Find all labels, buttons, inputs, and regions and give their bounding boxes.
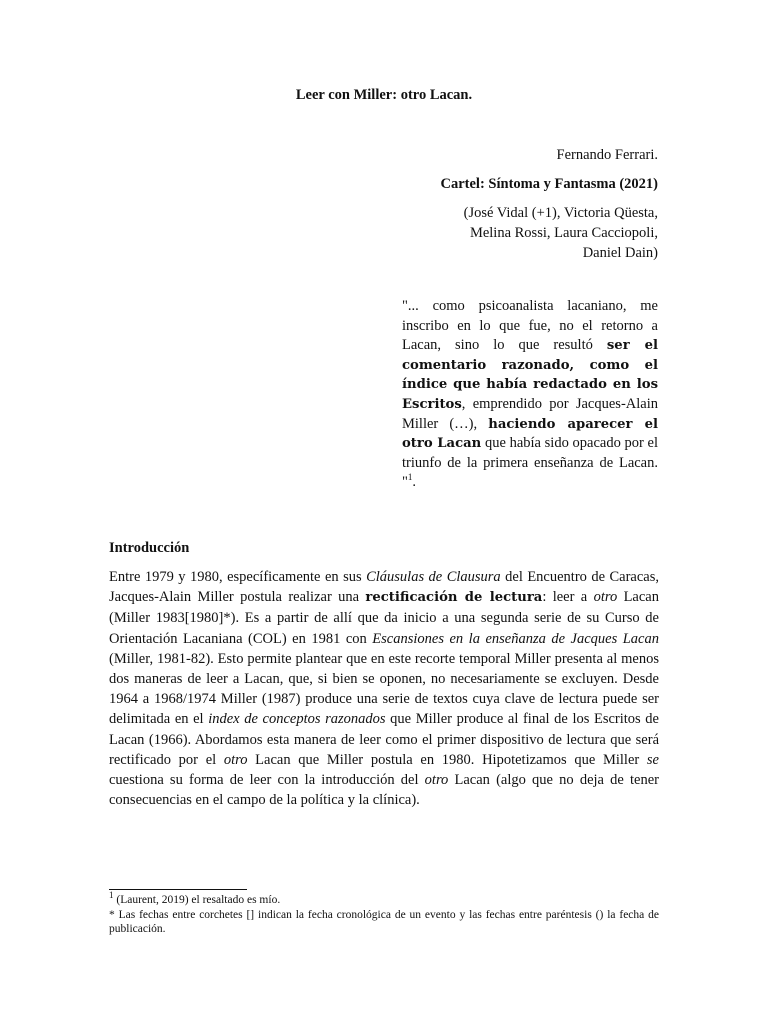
epigraph-text: .	[412, 474, 417, 491]
footnote-ref: 1	[407, 472, 413, 483]
author-name: Fernando Ferrari.	[556, 147, 658, 163]
body-bold: rectificación de lectura	[365, 590, 543, 606]
epigraph-text: "... como psicoanalista lacaniano, me inscribo en lo que fue, no el retorno a Lacan, sino lo que resultó	[402, 298, 658, 354]
members-line: Melina Rossi, Laura Cacciopoli,	[469, 225, 658, 241]
epigraph-quote	[402, 297, 658, 493]
intro-paragraph	[109, 567, 659, 810]
body-text: cuestiona su forma de leer con la introducción del	[109, 772, 425, 789]
body-italic: otro	[593, 589, 618, 606]
footnote-1	[109, 890, 659, 908]
footnote-divider	[109, 889, 247, 890]
body-text: Entre 1979 y 1980, específicamente en sus	[109, 569, 367, 585]
body-text: Lacan (algo que no deja de tener consecuencias en el campo de la política y la clínica).	[109, 772, 659, 809]
epigraph-text: que había sido opacado por el triunfo de la primera enseñanza de Lacan. "	[402, 435, 658, 491]
footnote-marker: 1	[109, 890, 114, 901]
document-title: Leer con Miller: otro Lacan.	[295, 87, 473, 103]
members-line: (José Vidal (+1), Victoria Qüesta,	[463, 205, 658, 221]
epigraph-bold: ser el comentario razonado, como el índice que había redactado en los Escritos	[402, 338, 658, 412]
epigraph-text: , emprendido por Jacques-Alain Miller (…),	[402, 395, 658, 432]
members-line: Daniel Dain)	[582, 245, 658, 261]
cartel-members	[318, 203, 658, 263]
footnote-text: (Laurent, 2019) el resaltado es mío.	[113, 894, 281, 906]
body-italic: otro	[424, 772, 449, 789]
footnote-2: * Las fechas entre corchetes [] indican la fecha cronológica de un evento y las fechas entre paréntesis () la fecha de publicación.	[109, 908, 659, 935]
epigraph-bold: haciendo aparecer el otro Lacan	[402, 416, 658, 452]
body-italic: Escansiones en la enseñanza de Jacques Lacan	[372, 630, 659, 647]
body-italic: se	[646, 751, 659, 768]
cartel-title: Cartel: Síntoma y Fantasma (2021)	[440, 176, 658, 192]
body-text: (Miller, 1981-82). Esto permite plantear que en este recorte temporal Miller presenta al menos dos maneras de leer a Lacan, que, si bien se oponen, no necesariamente se excluyen. Desde 1964 a 1968/1974 Miller (1987) produce una serie de textos cuya clave de lectura puede ser delimitada en el	[109, 650, 659, 728]
body-italic: index de conceptos razonados	[208, 711, 386, 728]
footnotes	[109, 890, 659, 937]
body-text: que Miller produce al final de los Escritos de Lacan (1966). Abordamos esta manera de leer como el primer dispositivo de lectura que será rectificado por el	[109, 711, 659, 768]
body-italic: otro	[223, 751, 248, 768]
body-text: del Encuentro de Caracas, Jacques-Alain Miller postula realizar una	[109, 569, 660, 606]
body-text: Lacan (Miller 1983[1980]*). Es a partir de allí que da inicio a una segunda serie de su Curso de Orientación Lacaniana (COL) en 1981 con	[109, 589, 659, 647]
body-text: : leer a	[542, 589, 594, 606]
body-italic: Cláusulas de Clausura	[366, 569, 501, 585]
author-block	[318, 145, 658, 263]
body-text: Lacan que Miller postula en 1980. Hipotetizamos que Miller	[247, 751, 647, 768]
section-heading: Introducción	[109, 540, 190, 556]
